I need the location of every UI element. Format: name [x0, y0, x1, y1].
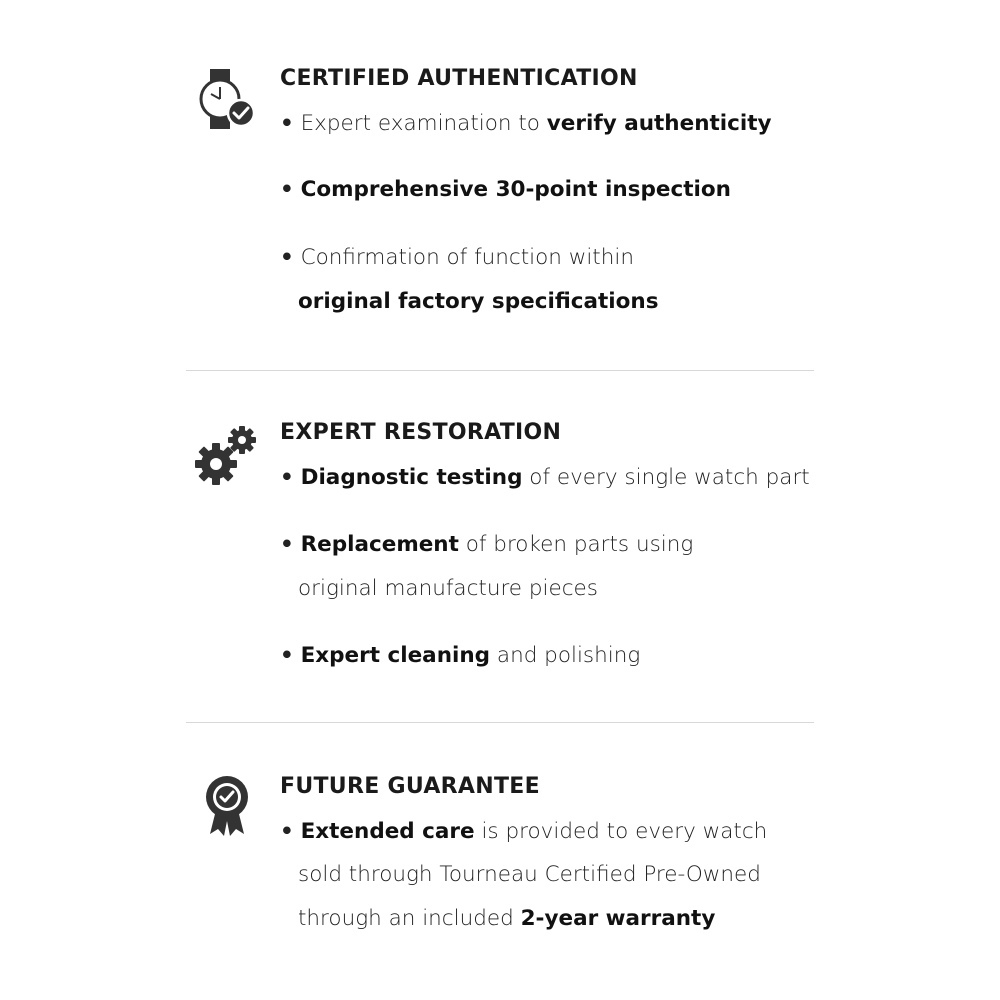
list-item-continuation: original manufacture pieces — [298, 576, 598, 601]
list-item: • Expert cleaning and polishing — [280, 643, 641, 668]
list-item: • Expert examination to verify authenticity — [280, 111, 772, 136]
gears-icon — [194, 422, 260, 488]
list-item-continuation: sold through Tourneau Certified Pre-Owned — [298, 862, 761, 887]
list-item-continuation: original factory specifications — [298, 289, 659, 314]
award-ribbon-icon — [194, 772, 260, 838]
list-item-continuation: through an included 2-year warranty — [298, 906, 716, 931]
section-title: CERTIFIED AUTHENTICATION — [280, 66, 638, 91]
section-title: EXPERT RESTORATION — [280, 420, 562, 445]
list-item: • Confirmation of function within — [280, 245, 634, 270]
watch-check-icon — [194, 66, 260, 132]
section-divider — [186, 722, 814, 723]
list-item: • Replacement of broken parts using — [280, 532, 694, 557]
list-item: • Diagnostic testing of every single watch part — [280, 465, 810, 490]
section-title: FUTURE GUARANTEE — [280, 774, 540, 799]
list-item: • Comprehensive 30-point inspection — [280, 177, 731, 202]
list-item: • Extended care is provided to every watch — [280, 819, 768, 844]
section-divider — [186, 370, 814, 371]
